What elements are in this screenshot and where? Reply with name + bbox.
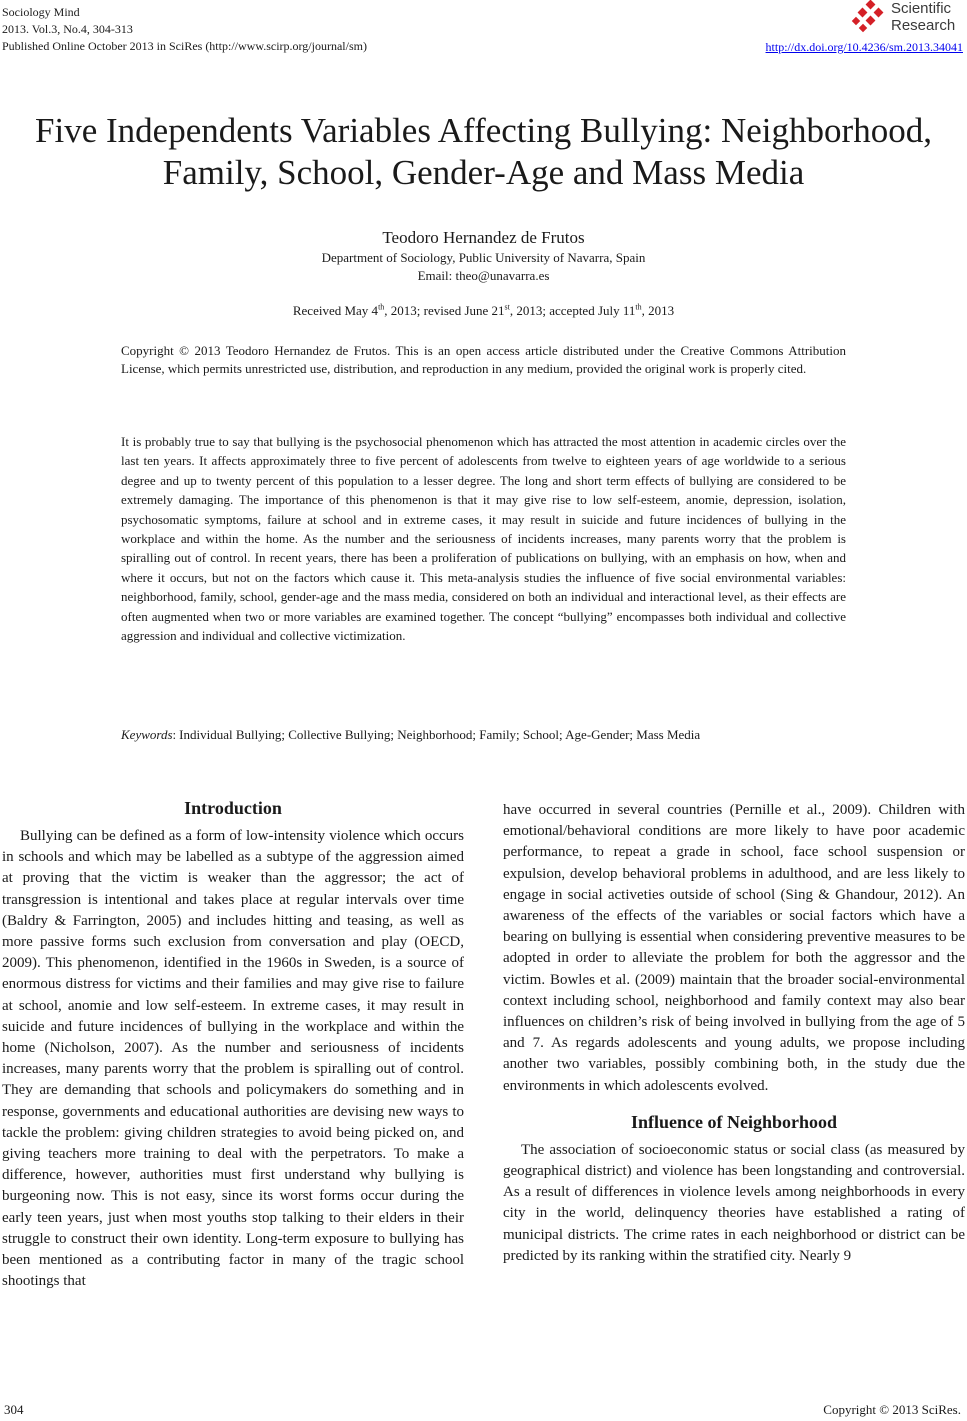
keywords-block: Keywords : Individual Bullying; Collective Bullying; Neighborhood; Family; School; Age-Gender; Mass Media bbox=[121, 725, 846, 745]
keywords-list: Individual Bullying; Collective Bullying; Neighborhood; Family; School; Age-Gender; Mass Media bbox=[179, 727, 701, 742]
affiliation: Department of Sociology, Public University of Navarra, Spain bbox=[321, 250, 646, 265]
copyright-notice: Copyright © 2013 Teodoro Hernandez de Frutos. This is an open access article distributed under the Creative Commons Attribution License, which permits unrestricted use, distribution, and reproduction in any medium, provided the original work is properly cited. bbox=[121, 343, 846, 376]
body-paragraph: The association of socioeconomic status or social class (as measured by geographical district) and violence has been longstanding and controversial. As a result of differences in violence levels among neighborhoods in every city in the world, delinquency theories have established a rating of municipal districts. The crime rates in each neighborhood or district can be predicted by its ranking within the stratified city. Nearly 9 bbox=[503, 1141, 965, 1264]
section-heading-neighborhood: Influence of Neighborhood bbox=[630, 1111, 837, 1132]
footer-copyright: Copyright © 2013 SciRes. bbox=[823, 1402, 961, 1417]
volume-info: 2013. Vol.3, No.4, 304-313 bbox=[2, 22, 133, 36]
published-info: Published Online October 2013 in SciRes (http://www.scirp.org/journal/sm) bbox=[2, 39, 367, 53]
logo-text-line1: Scientific bbox=[891, 0, 952, 17]
title-line-2: Family, School, Gender-Age and Mass Media bbox=[162, 153, 805, 192]
author-affiliation-block bbox=[0, 249, 967, 285]
doi-link[interactable]: http://dx.doi.org/10.4236/sm.2013.34041 bbox=[765, 40, 963, 54]
page-number: 304 bbox=[4, 1402, 24, 1417]
author-email: Email: theo@unavarra.es bbox=[417, 268, 550, 283]
section-heading-introduction: Introduction bbox=[184, 798, 282, 818]
body-paragraph: Bullying can be defined as a form of low-intensity violence which occurs in schools and which may be labelled as a subtype of the aggression aimed at proving that the victim is weaker than the aggressor; the act of transgression is intentional and takes place at regular intervals over time (Baldry & Farrington, 2005) and includes hitting and teasing, as well as more passive forms such exclusion from conversation and play (OECD, 2009). This phenomenon, identified in the 1960s in Sweden, is a source of enormous distress for victims and their families and may give rise to failure at school, anomie and low self-esteem. In extreme cases, it may result in suicide and future incidences of bullying in the workplace and within the home (Nicholson, 2007). As the number and seriousness of incidents increases, many parents worry that the problem is spiralling out of control. They are demanding that schools and policymakers do something and in response, governments and educational authorities are devising new ways to tackle the problem: giving children strategies to avoid being picked on, and giving teachers more training to deal with the perpetrators. To make a difference, however, authorities must first understand why bullying is burgeoning now. This is not easy, since its worst forms occur during the early teen years, just when most youths stop talking to their elders in their struggle to construct their own identity. Long-term exposure to bullying has been mentioned as a contributing factor in many of the tragic school shootings that bbox=[2, 828, 464, 1290]
title-line-1: Five Independents Variables Affecting Bullying: Neighborhood, bbox=[35, 111, 932, 150]
left-column bbox=[2, 796, 464, 1292]
running-header bbox=[2, 4, 367, 55]
author-name: Teodoro Hernandez de Frutos bbox=[382, 228, 585, 247]
received-dates: Received May 4th, 2013; revised June 21st, 2013; accepted July 11th, 2013 bbox=[292, 302, 675, 318]
publisher-logo-icon bbox=[851, 0, 891, 36]
journal-name: Sociology Mind bbox=[2, 5, 80, 19]
article-title bbox=[0, 110, 967, 194]
abstract: It is probably true to say that bullying is the psychosocial phenomenon which has attracted the most attention in academic circles over the last ten years. It affects approximately three to five percent of adolescents from twelve to eighteen years of age worldwide to a serious degree and up to twenty percent of this population to a lesser degree. The long and short term effects of bullying are considered to be extremely damaging. The importance of this phenomenon is that it may give rise to low self-esteem, anomie, depression, isolation, psychosomatic symptoms, failure at school and in extreme cases, it may result in suicide and future incidences of bullying in the workplace and within the home. As the number and the seriousness of incidents increases, many parents worry that the problem is spiralling out of control. In recent years, there has been a proliferation of publications on bullying, with an emphasis on how, when and where it occurs, but not on the factors which cause it. This meta-analysis studies the influence of five social environmental variables: neighborhood, family, school, gender-age and the mass media, considered on both an individual and interactional level, as their effects are often augmented when two or more variables are examined together. The concept “bullying” encompasses both individual and collective aggression and individual and collective victimization. bbox=[121, 434, 846, 644]
keywords-label: Keywords bbox=[121, 727, 173, 742]
scientific-research-logo bbox=[851, 0, 963, 38]
right-column bbox=[503, 800, 965, 1267]
logo-text-line2: Research bbox=[891, 17, 956, 34]
body-paragraph-continued: have occurred in several countries (Pernille et al., 2009). Children with emotional/behavioral conditions are more likely to have poor academic performance, to repeat a grade in school, face school suspension or expulsion, develop behavioral problems in adulthood, and are less likely to engage in social activeties outside of school (Sing & Ghandour, 2012). An awareness of the effects of the variables or social factors which have a bearing on bullying is essential when considering preventive measures to be adopted in order to alleviate the problem for both the aggressor and the victim. Bowles et al. (2009) maintain that the broader social-environmental context including school, neighborhood and family context may also bear influences on children’s risk of being involved in bullying from the age of 5 and 7. As regards adolescents and young adults, we propose including another two variables, possibly combining both, in the study due the environments in which adolescents evolved. bbox=[503, 802, 965, 1094]
